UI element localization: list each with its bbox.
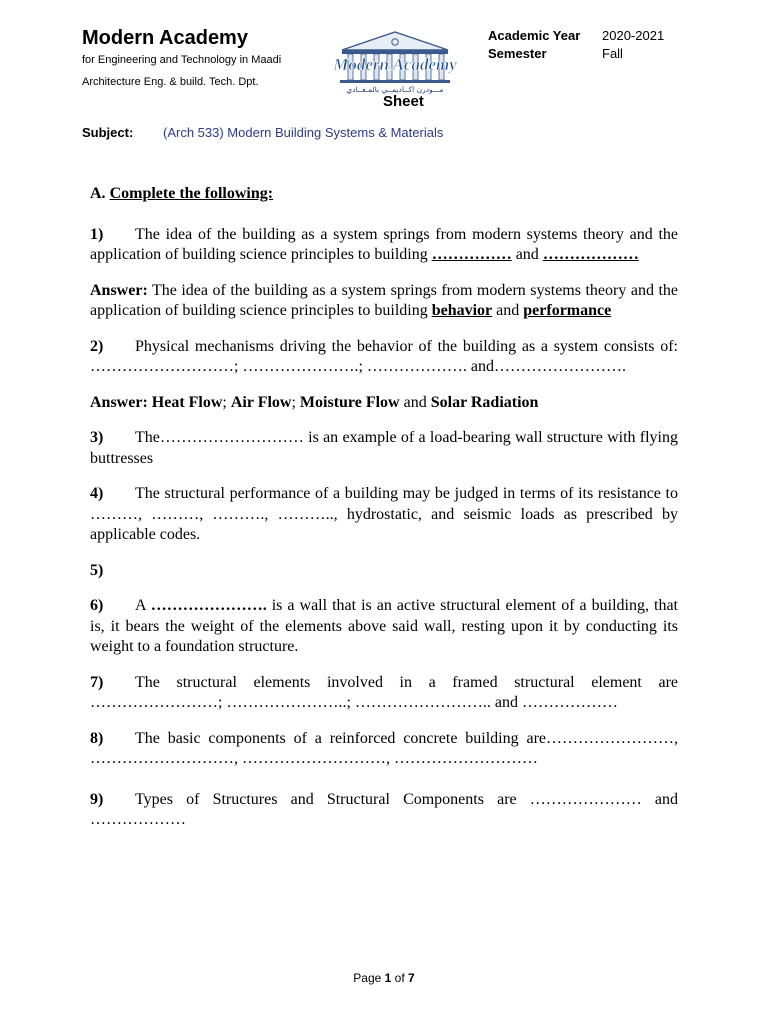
answer-text: The idea of the building as a system springs from modern systems theory and the application of building science principles to building [90,281,678,319]
academic-year-value: 2020-2021 [602,28,665,43]
question-text: The basic components of a reinforced concrete building are……………………, ………………………, ………………………, ……………………… [90,729,678,767]
logo-arabic-text: مـــودرن اكــاديمــي بالمـعــادي [346,85,444,94]
conjunction: and [511,246,543,263]
sheet-content [90,184,678,846]
separator: ; [291,393,300,411]
semester-value: Fall [602,46,623,61]
question-number: 9) [90,790,104,808]
answer-keyword: behavior [431,302,493,319]
blank: …………… [431,246,512,263]
answer-keyword: Air Flow [230,393,292,411]
question-text: The idea of the building as a system springs from modern systems theory and the application of building science principles to building [90,225,678,263]
question-6 [90,596,678,658]
question-5 [90,561,678,582]
academy-logo [330,26,460,96]
question-4 [90,484,678,546]
page-word: Page [353,971,382,985]
question-2 [90,337,678,378]
academic-year-label: Academic Year [488,28,581,43]
answer-1 [90,281,678,322]
academy-subtitle: for Engineering and Technology in Maadi [82,54,282,66]
question-text: The……………………… is an example of a load-bearing wall structure with flying buttresses [90,429,678,467]
answer-keyword: Heat Flow [151,393,223,411]
academy-name: Modern Academy [82,27,248,49]
question-number: 1) [90,225,104,243]
conjunction: and [399,393,431,411]
page-total: 7 [408,971,415,985]
answer-label: Answer: [90,393,148,411]
question-number: 8) [90,729,104,747]
question-number: 4) [90,485,104,502]
answer-label: Answer: [90,281,148,299]
question-7 [90,673,678,714]
question-number: 5) [90,561,104,579]
answer-2 [90,393,678,414]
sheet-label: Sheet [383,93,424,110]
separator: ; [222,393,231,411]
section-letter: A. [90,185,106,202]
blank: ……………… [542,246,639,263]
semester-label: Semester [488,46,547,61]
answer-keyword: Moisture Flow [299,393,400,411]
question-number: 2) [90,337,104,355]
page-number [0,971,768,985]
question-text: The structural performance of a building may be judged in terms of its resistance to ………, ………, ………., ……….., hydrostatic, and seismic loads as prescribed by applicable codes. [90,485,678,543]
question-number: 3) [90,429,104,446]
answer-keyword: performance [523,302,612,319]
section-heading [90,184,678,205]
question-text: The structural elements involved in a framed structural element are ……………………; …………………..; …………………….. and ……………… [90,673,678,711]
question-text: Physical mechanisms driving the behavior of the building as a system consists of: ………………………; ………………….; ………………. and……………………. [90,337,678,375]
subject-value: (Arch 533) Modern Building Systems & Materials [163,125,444,140]
question-text: Types of Structures and Structural Components are ………………… and ……………… [90,790,678,828]
question-8 [90,729,678,770]
page-current: 1 [384,971,392,985]
question-number: 6) [90,597,104,614]
logo-wordmark: Modern Academy [333,55,457,74]
subject-label: Subject: [82,125,134,140]
conjunction: and [492,302,524,319]
department-name: Architecture Eng. & build. Tech. Dpt. [82,76,259,88]
question-number: 7) [90,673,104,691]
question-1 [90,225,678,266]
of-word: of [394,971,405,985]
blank: …………………. [150,597,267,614]
answer-keyword: Solar Radiation [430,393,539,411]
question-3 [90,428,678,469]
section-title: Complete the following: [109,185,274,202]
question-lead: A [135,597,151,614]
question-text: is a wall that is an active structural element of a building, that is, it bears the weight of the elements above said wall, resting upon it by conducting its weight to a foundation structure. [90,597,678,655]
question-9 [90,790,678,831]
